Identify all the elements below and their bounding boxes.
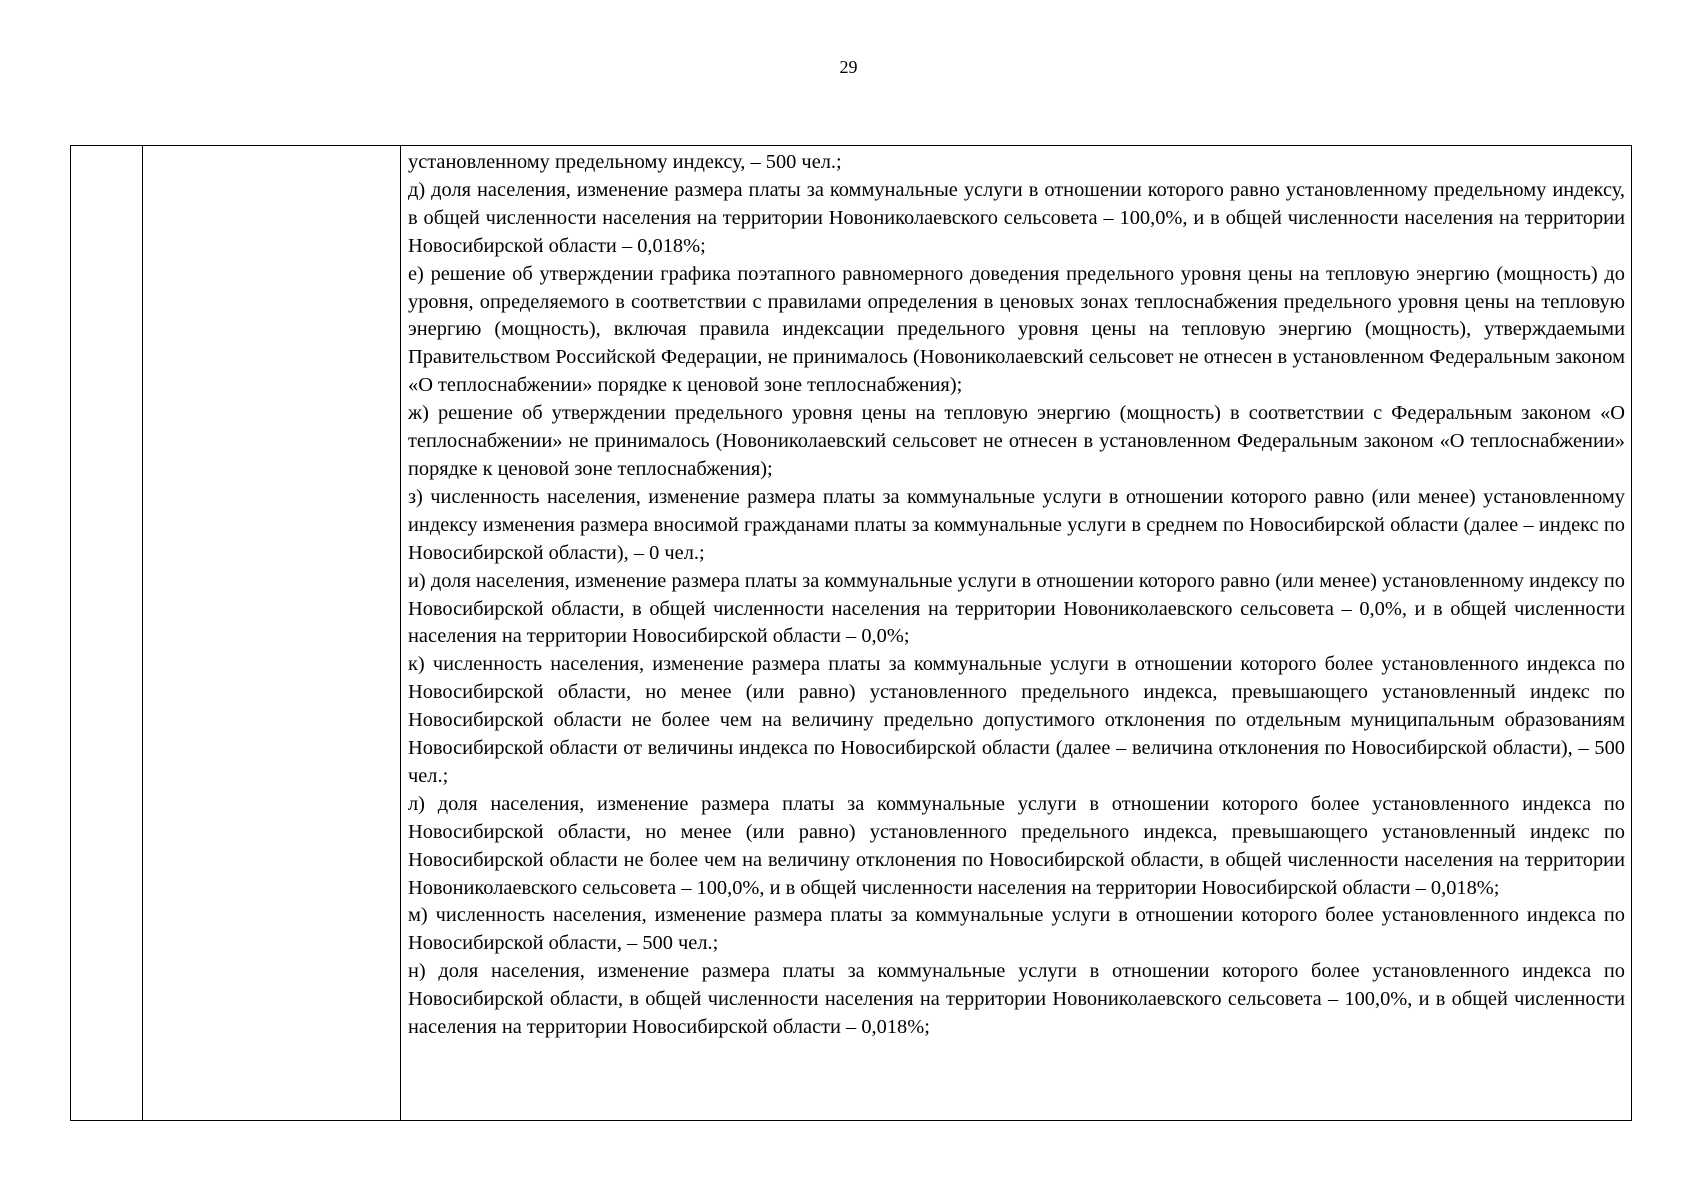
paragraph-m: м) численность населения, изменение размера платы за коммунальные услуги в отношении которого более установленного индекса по Новосибирской области, – 500 чел.; bbox=[408, 904, 1625, 955]
page-number: 29 bbox=[839, 57, 858, 77]
paragraph-z: з) численность населения, изменение размера платы за коммунальные услуги в отношении которого равно (или менее) установленному индексу изменения размера вносимой гражданами платы за коммунальные услуги в среднем по Новосибирской области (далее – индекс по Новосибирской области), – 0 чел.; bbox=[408, 485, 1625, 564]
paragraph-e: е) решение об утверждении графика поэтапного равномерного доведения предельного уровня цены на тепловую энергию (мощность) до уровня, определяемого в соответствии с правилами определения в ценовых зонах теплоснабжения предельного уровня цены на тепловую энергию (мощность), включая правила индексации предельного уровня цены на тепловую энергию (мощность), утверждаемыми Правительством Российской Федерации, не принималось (Новониколаевский сельсовет не отнесен в установленном Федеральным законом «О теплоснабжении» порядке к ценовой зоне теплоснабжения); bbox=[408, 262, 1625, 397]
paragraph-d: д) доля населения, изменение размера платы за коммунальные услуги в отношении которого равно установленному предельному индексу, в общей численности населения на территории Новониколаевского сельсовета – 100,0%, и в общей численности населения на территории Новосибирской области – 0,018%; bbox=[408, 178, 1625, 257]
paragraph-l: л) доля населения, изменение размера платы за коммунальные услуги в отношении которого более установленного индекса по Новосибирской области, но менее (или равно) установленного предельного индекса, превышающего установленный индекс по Новосибирской области не более чем на величину отклонения по Новосибирской области, в общей численности населения на территории Новониколаевского сельсовета – 100,0%, и в общей численности населения на территории Новосибирской области – 0,018%; bbox=[408, 792, 1625, 899]
table-cell-name bbox=[143, 146, 401, 1121]
paragraph-k: к) численность населения, изменение размера платы за коммунальные услуги в отношении которого более установленного индекса по Новосибирской области, но менее (или равно) установленного предельного индекса, превышающего установленный индекс по Новосибирской области не более чем на величину предельно допустимого отклонения по отдельным муниципальным образованиям Новосибирской области от величины индекса по Новосибирской области (далее – величина отклонения по Новосибирской области), – 500 чел.; bbox=[408, 653, 1625, 787]
document-table bbox=[70, 145, 1632, 1121]
paragraph-continuation: установленному предельному индексу, – 500 чел.; bbox=[408, 151, 842, 173]
paragraph-zh: ж) решение об утверждении предельного уровня цены на тепловую энергию (мощность) в соответствии с Федеральным законом «О теплоснабжении» не принималось (Новониколаевский сельсовет не отнесен в установленном Федеральным законом «О теплоснабжении» порядке к ценовой зоне теплоснабжения); bbox=[408, 402, 1625, 480]
paragraph-n: н) доля населения, изменение размера платы за коммунальные услуги в отношении которого более установленного индекса по Новосибирской области, в общей численности населения на территории Новониколаевского сельсовета – 100,0%, и в общей численности населения на территории Новосибирской области – 0,018%; bbox=[408, 960, 1625, 1039]
paragraph-i: и) доля населения, изменение размера платы за коммунальные услуги в отношении которого равно (или менее) установленному индексу по Новосибирской области, в общей численности населения на территории Новониколаевского сельсовета – 0,0%, и в общей численности населения на территории Новосибирской области – 0,0%; bbox=[408, 569, 1625, 648]
table-cell-number bbox=[71, 146, 143, 1121]
table-row bbox=[71, 146, 1632, 1121]
table-cell-content bbox=[401, 146, 1632, 1121]
